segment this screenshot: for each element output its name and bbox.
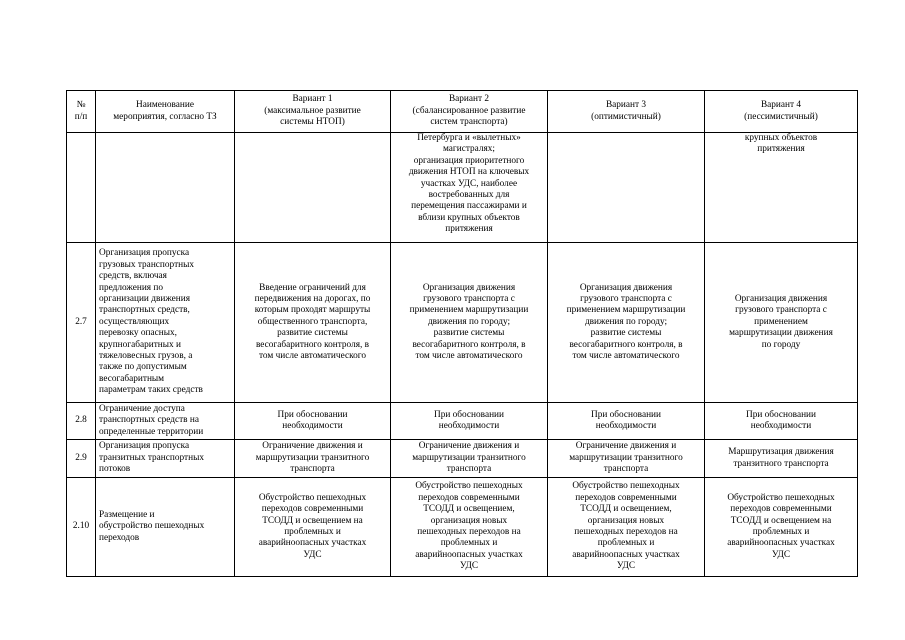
row-variant-2: Обустройство пешеходных переходов современными ТСОДД и освещением, организация новых пешеходных переходов на проблемных и аварийноопасных участках УДС bbox=[391, 478, 548, 577]
row-variant-2: Петербурга и «вылетных» магистралях; организация приоритетного движения НТОП на ключевых участках УДС, наиболее востребованных для перемещения пассажирами и вблизи крупных объектов притяжения bbox=[391, 133, 548, 243]
table-row bbox=[67, 478, 858, 577]
row-measure-name: Размещение и обустройство пешеходных переходов bbox=[96, 478, 235, 577]
row-number bbox=[67, 133, 96, 243]
row-variant-1: Ограничение движения и маршрутизации транзитного транспорта bbox=[235, 440, 391, 478]
row-variant-2: Организация движения грузового транспорта с применением маршрутизации движения по городу; развитие системы весогабаритного контроля, в том числе автоматического bbox=[391, 243, 548, 403]
row-variant-1: При обосновании необходимости bbox=[235, 403, 391, 440]
row-variant-4: При обосновании необходимости bbox=[705, 403, 858, 440]
row-variant-4: Обустройство пешеходных переходов современными ТСОДД и освещением на проблемных и аварийноопасных участках УДС bbox=[705, 478, 858, 577]
row-variant-3: Организация движения грузового транспорта с применением маршрутизации движения по городу; развитие системы весогабаритного контроля, в том числе автоматического bbox=[548, 243, 705, 403]
header-measure-name: Наименование мероприятия, согласно ТЗ bbox=[96, 91, 235, 133]
row-variant-4: Организация движения грузового транспорта с применением маршрутизации движения по городу bbox=[705, 243, 858, 403]
row-measure-name: Организация пропуска транзитных транспортных потоков bbox=[96, 440, 235, 478]
header-variant-2: Вариант 2 (сбалансированное развитие систем транспорта) bbox=[391, 91, 548, 133]
row-number: 2.10 bbox=[67, 478, 96, 577]
row-variant-3: Ограничение движения и маршрутизации транзитного транспорта bbox=[548, 440, 705, 478]
measures-table bbox=[66, 90, 858, 577]
table-row bbox=[67, 403, 858, 440]
table-row bbox=[67, 133, 858, 243]
row-variant-2: Ограничение движения и маршрутизации транзитного транспорта bbox=[391, 440, 548, 478]
row-variant-3 bbox=[548, 133, 705, 243]
header-variant-3: Вариант 3 (оптимистичный) bbox=[548, 91, 705, 133]
row-variant-1: Введение ограничений для передвижения на дорогах, по которым проходят маршруты общественного транспорта, развитие системы весогабаритного контроля, в том числе автоматического bbox=[235, 243, 391, 403]
row-number: 2.8 bbox=[67, 403, 96, 440]
table-header-row bbox=[67, 91, 858, 133]
table-row bbox=[67, 243, 858, 403]
header-variant-1: Вариант 1 (максимальное развитие системы НТОП) bbox=[235, 91, 391, 133]
row-variant-4: Маршрутизация движения транзитного транспорта bbox=[705, 440, 858, 478]
row-measure-name: Организация пропуска грузовых транспортных средств, включая предложения по организации движения транспортных средств, осуществляющих перевозку опасных, крупногабаритных и тяжеловесных грузов, а также по допустимым весогабаритным параметрам таких средств bbox=[96, 243, 235, 403]
row-variant-4: крупных объектов притяжения bbox=[705, 133, 858, 243]
row-variant-3: При обосновании необходимости bbox=[548, 403, 705, 440]
row-variant-1 bbox=[235, 133, 391, 243]
header-number: № п/п bbox=[67, 91, 96, 133]
row-number: 2.7 bbox=[67, 243, 96, 403]
row-variant-3: Обустройство пешеходных переходов современными ТСОДД и освещением, организация новых пешеходных переходов на проблемных и аварийноопасных участках УДС bbox=[548, 478, 705, 577]
header-variant-4: Вариант 4 (пессимистичный) bbox=[705, 91, 858, 133]
table-row bbox=[67, 440, 858, 478]
row-measure-name: Ограничение доступа транспортных средств на определенные территории bbox=[96, 403, 235, 440]
row-variant-1: Обустройство пешеходных переходов современными ТСОДД и освещением на проблемных и аварийноопасных участках УДС bbox=[235, 478, 391, 577]
row-measure-name bbox=[96, 133, 235, 243]
row-variant-2: При обосновании необходимости bbox=[391, 403, 548, 440]
row-number: 2.9 bbox=[67, 440, 96, 478]
